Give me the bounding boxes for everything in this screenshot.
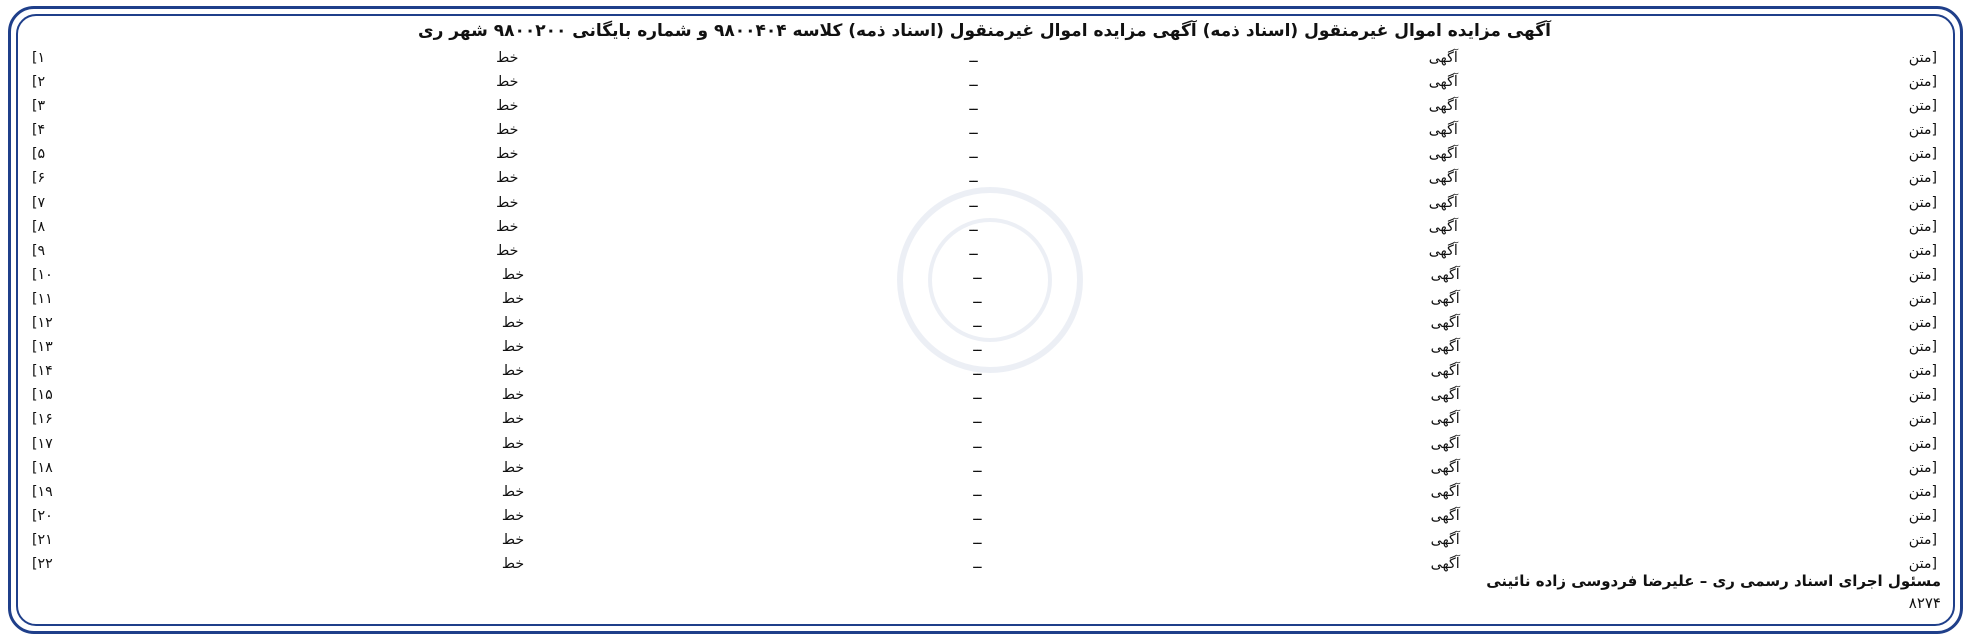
notice-line: [متن آگهی ــ خط ۱۸]: [32, 459, 1937, 476]
notice-line: [متن آگهی ــ خط ۷]: [32, 194, 1937, 211]
notice-line: [متن آگهی ــ خط ۱۶]: [32, 411, 1937, 428]
notice-title: آگهی مزایده اموال غیرمنقول (اسناد ذمه) آگهی مزایده اموال غیرمنقول (اسناد ذمه) کلاسه ۹۸۰۰۴۰۴ و شماره بایگانی ۹۸۰۰۲۰۰ شهر ری: [418, 21, 1551, 41]
notice-line: [متن آگهی ــ خط ۳]: [32, 98, 1937, 115]
notice-line: [متن آگهی ــ خط ۱]: [32, 50, 1937, 66]
notice-line: [متن آگهی ــ خط ۶]: [32, 170, 1937, 187]
notice-line: [متن آگهی ــ خط ۲]: [32, 74, 1937, 91]
notice-line: [متن آگهی ــ خط ۴]: [32, 122, 1937, 139]
notice-line: [متن آگهی ــ خط ۸]: [32, 218, 1937, 235]
auction-notice: [32, 18, 1937, 614]
notice-line: [متن آگهی ــ خط ۹]: [32, 242, 1937, 259]
notice-line: [متن آگهی ــ خط ۲۰]: [32, 507, 1937, 524]
notice-line: [متن آگهی ــ خط ۱۷]: [32, 435, 1937, 452]
notice-line: [متن آگهی ــ خط ۱۹]: [32, 483, 1937, 500]
notice-line: [متن آگهی ــ خط ۱۱]: [32, 290, 1937, 307]
notice-body: [32, 46, 1937, 576]
notice-footer: [32, 572, 1941, 612]
signature-line: مسئول اجرای اسناد رسمی ری – علیرضا فردوسی زاده نائینی: [1486, 572, 1941, 590]
notice-line: [متن آگهی ــ خط ۱۵]: [32, 387, 1937, 404]
notice-line: [متن آگهی ــ خط ۱۲]: [32, 315, 1937, 332]
notice-line: [متن آگهی ــ خط ۵]: [32, 146, 1937, 163]
notice-line: [متن آگهی ــ خط ۲۱]: [32, 531, 1937, 548]
notice-code: ۸۲۷۴: [1908, 594, 1941, 612]
notice-line: [متن آگهی ــ خط ۲۲]: [32, 555, 1937, 572]
notice-line: [متن آگهی ــ خط ۱۳]: [32, 339, 1937, 356]
notice-line: [متن آگهی ــ خط ۱۰]: [32, 266, 1937, 283]
notice-line: [متن آگهی ــ خط ۱۴]: [32, 363, 1937, 380]
